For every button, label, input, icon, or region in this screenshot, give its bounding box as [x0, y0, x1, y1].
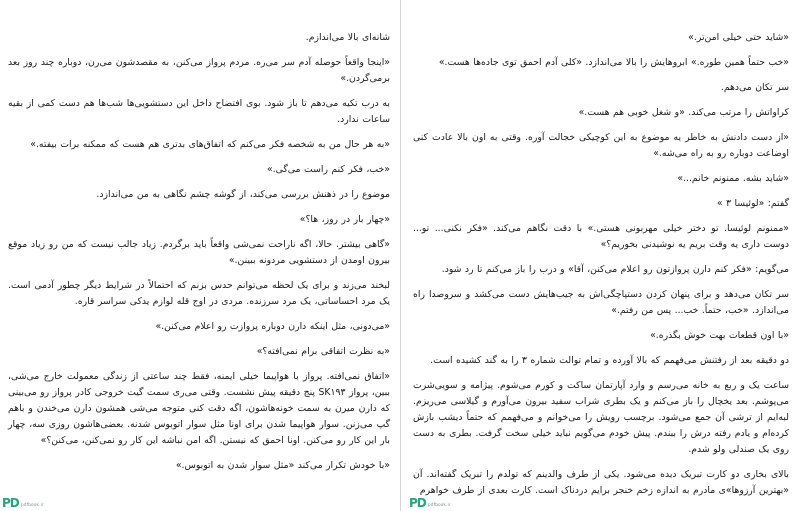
paragraph: «شاید بشه. ممنونم خانم...» — [677, 173, 789, 184]
paragraph: ساعت یک و ربع به خانه می‌رسم و وارد آپارتمان ساکت و کورم می‌شوم. پیژامه و سویی‌شرت می‌پوشم. بعد یخچال را باز می‌کنم و یک بطری شراب سفید بیرون می‌آورم و گیلاسی می‌ریزم. لبه‌ایم از ترشی آن جمع می‌شود. برچسب رویش را می‌خوانم و می‌فهمم که حتماً دیشب بازش کرده‌ام و یادم رفته درش را ببندم. پیش خودم می‌گویم نباید خیلی سخت گرفت. بطری به دست روی یک صندلی ولو شدم. — [413, 380, 789, 455]
paragraph: دو دقیقه بعد از رفتنش می‌فهمم که بالا آورده و تمام توالت شماره ۳ را به گند کشیده است. — [430, 355, 789, 366]
paragraph: «چهار بار در روز، ها؟» — [299, 214, 390, 225]
paragraph: «می‌دونی، مثل اینکه دارن دوباره پروازت رو اعلام می‌کنن.» — [155, 321, 390, 332]
paragraph: شانه‌ای بالا می‌اندازم. — [305, 32, 390, 43]
paragraph: می‌گویم: «فکر کنم دارن پروازتون رو اعلام می‌کنن، آقا» و درب را باز می‌کنم تا رد شود. — [441, 264, 789, 275]
paragraph: موضوع را در ذهنش بررسی می‌کند، از گوشه چشم نگاهی به من می‌اندازد. — [96, 189, 390, 200]
paragraph: «به هر حال من به شخصه فکر می‌کنم که اتفاق‌های بدتری هم هست که ممکنه برات بیفته.» — [30, 139, 390, 150]
paragraph: سر تکان می‌دهم. — [720, 82, 789, 93]
paragraph: به درب تکیه می‌دهم تا باز شود. بوی افتضاح داخل این دستشویی‌ها شب‌ها هم دست کمی از بقیه ساعات ندارد. — [8, 98, 390, 125]
left-page — [0, 0, 400, 511]
paragraph: «شاید حتی خیلی امن‌تر.» — [688, 32, 789, 43]
paragraph: «از دست دادنش به خاطر یه موضوع به این کوچیکی خجالت آوره. وقتی به اون بالا عادت کنی اوضاعت دوباره رو به راه می‌شه.» — [413, 132, 789, 159]
paragraph: بالای بخاری دو کارت تبریک دیده می‌شود. یکی از طرف والدینم که تولدم را تبریک گفته‌اند. آن «بهترین آرزوها»ی مادرم به اندازه زخم خنجر برایم دردناک است. کارت بعدی از طرف خواهرم — [413, 469, 789, 496]
paragraph: «خب حتماً همین طوره.» ابروهایش را بالا می‌اندازد. «کلی آدم احمق توی جاده‌ها هست.» — [438, 57, 789, 68]
publisher-logo — [409, 497, 451, 509]
paragraph: «ممنونم لوئیسا. تو دختر خیلی مهربونی هستی.» با دقت نگاهم می‌کند. «فکر نکنی... تو... دوست داری یه وقت بریم یه نوشیدنی بخوریم؟» — [413, 223, 789, 250]
paragraph: «اینجا واقعاً حوصله آدم سر می‌ره. مردم پرواز می‌کنن، به مقصدشون می‌رن، دوباره چند روز بعد برمی‌گردن.» — [8, 57, 390, 84]
logo-mark: PD — [2, 496, 19, 510]
paragraph: کراواتش را مرتب می‌کند. «و شغل خوبی هم هست.» — [578, 107, 789, 118]
paragraph: «با اون قطعات بهت خوش بگذره.» — [650, 330, 789, 341]
logo-mark: PD — [409, 496, 426, 510]
paragraph: «گاهی بیشتر. حالا، اگه ناراحت نمی‌شی واقعاً باید برگردم. زیاد جالب نیست که من رو زیاد موقع بیرون اومدن از دستشویی مردونه ببینن.» — [8, 239, 390, 266]
paragraph: «اتفاق نمی‌افته. پرواز با هواپیما خیلی ایمنه، فقط چند ساعتی از زندگی معمولت خارج می‌شی، ببین، پرواز SK۱۹۳ پنج دقیقه پیش نشست. وقتی می‌ری سمت گیت خروجی کادر پرواز رو می‌بینی که دارن میرن به سمت خونه‌هاشون، اگه دقت کنی متوجه می‌شی همشون دارن می‌خندن و باهم گپ می‌زنن. سوار هواپیما شدن برای اونا مثل سوار اتوبوس شدنه. بعضی‌هاشون روزی سه، چهار بار این کار رو می‌کنن. اونا احمق که نیستن. اگه امن نباشه این کار رو نمی‌کنن، می‌کنن؟» — [8, 371, 390, 446]
paragraph: گفتم: «لوئیسا ۳ » — [716, 198, 789, 209]
paragraph: «با خودش تکرار می‌کند «مثل سوار شدن به اتوبوس.» — [175, 460, 390, 471]
publisher-logo — [2, 497, 44, 509]
paragraph: سر تکان می‌دهد و برای پنهان کردن دستپاچگی‌اش به جیب‌هایش دست می‌کشد و سروصدا راه می‌اندازد. «خب، حتماً. خب... پس من رفتم.» — [413, 289, 789, 316]
paragraph: «به نظرت اتفاقی برام نمی‌افته؟» — [256, 346, 390, 357]
paragraph: لبخند می‌زند و برای یک لحظه می‌توانم حدس بزنم که احتمالاً در شرایط دیگر چطور آدمی است. یک مرد احساساتی، یک مرد سرزنده. مردی در اوج قله لوازم یدکی سراسر قاره. — [8, 280, 390, 307]
logo-site: pdfbook.ir — [427, 503, 451, 508]
paragraph: «خب، فکر کنم راست می‌گی.» — [266, 164, 390, 175]
logo-site: pdfbook.ir — [20, 503, 44, 508]
right-page — [401, 0, 801, 511]
